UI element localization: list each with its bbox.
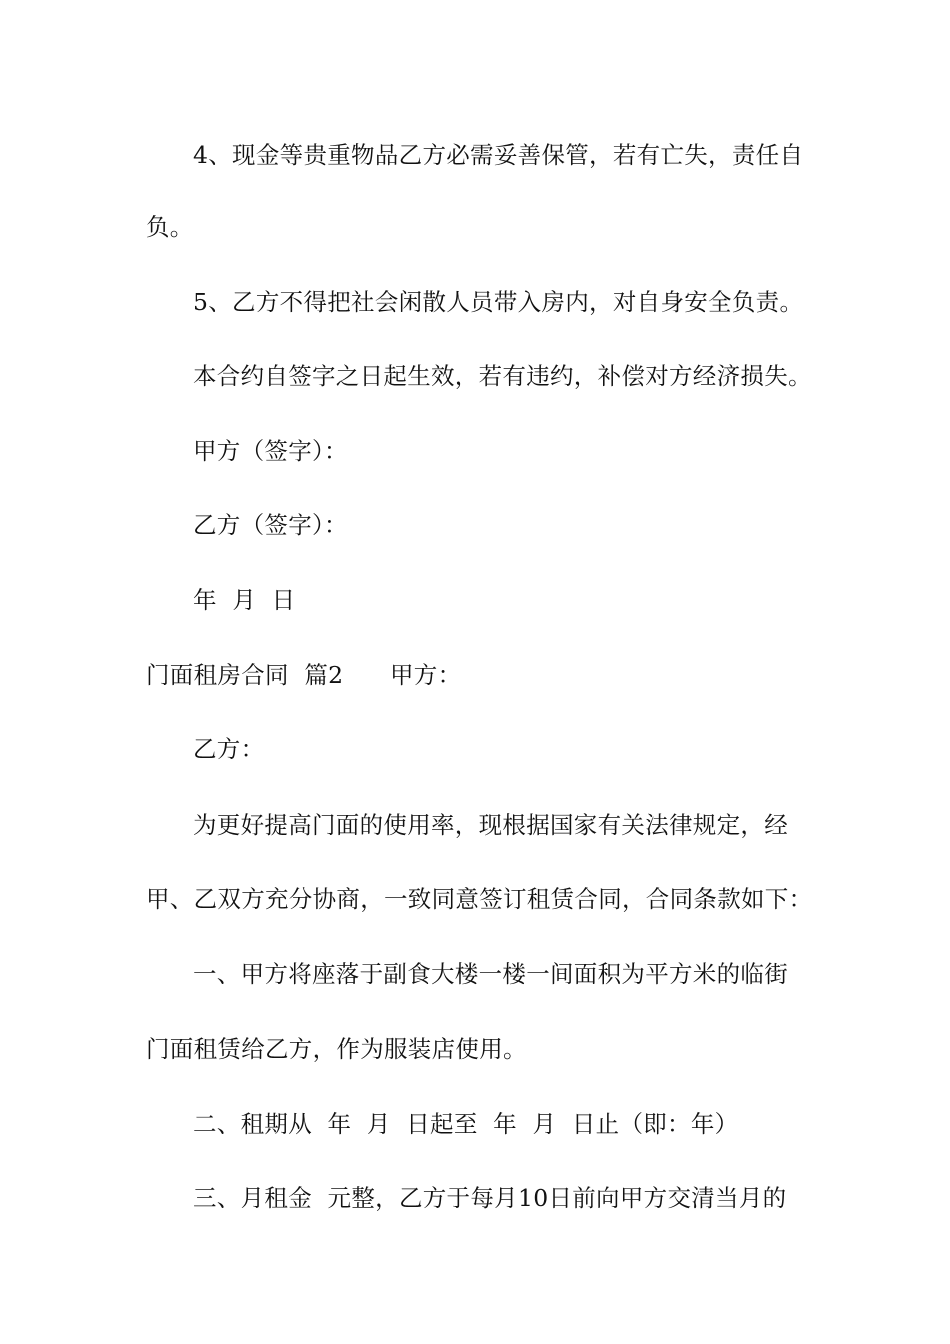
effective-clause: 本合约自签字之日起生效，若有违约，补偿对方经济损失。 (193, 362, 812, 390)
preamble-line-1: 为更好提高门面的使用率，现根据国家有关法律规定，经 (193, 811, 788, 839)
party-a-signature: 甲方（签字）： (193, 437, 348, 465)
clause-4-line-1: 4、现金等贵重物品乙方必需妥善保管，若有亡失，责任自 (193, 141, 804, 169)
clause-5: 5、乙方不得把社会闲散人员带入房内，对自身安全负责。 (193, 288, 804, 316)
date-line: 年 月 日 (193, 586, 296, 614)
party-b-signature: 乙方（签字）： (193, 511, 348, 539)
clause-4-line-2: 负。 (146, 213, 194, 241)
article-1-line-2: 门面租赁给乙方，作为服装店使用。 (146, 1035, 527, 1063)
article-1-line-1: 一、甲方将座落于副食大楼一楼一间面积为平方米的临街 (193, 960, 788, 988)
contract-2-heading: 门面租房合同 篇2 甲方： (146, 661, 462, 689)
preamble-line-2: 甲、乙双方充分协商，一致同意签订租赁合同，合同条款如下： (146, 885, 813, 913)
article-2: 二、租期从 年 月 日起至 年 月 日止（即：年） (193, 1110, 739, 1138)
party-b-label: 乙方： (193, 735, 265, 763)
article-3-line-1: 三、月租金 元整，乙方于每月10日前向甲方交清当月的 (193, 1184, 787, 1212)
